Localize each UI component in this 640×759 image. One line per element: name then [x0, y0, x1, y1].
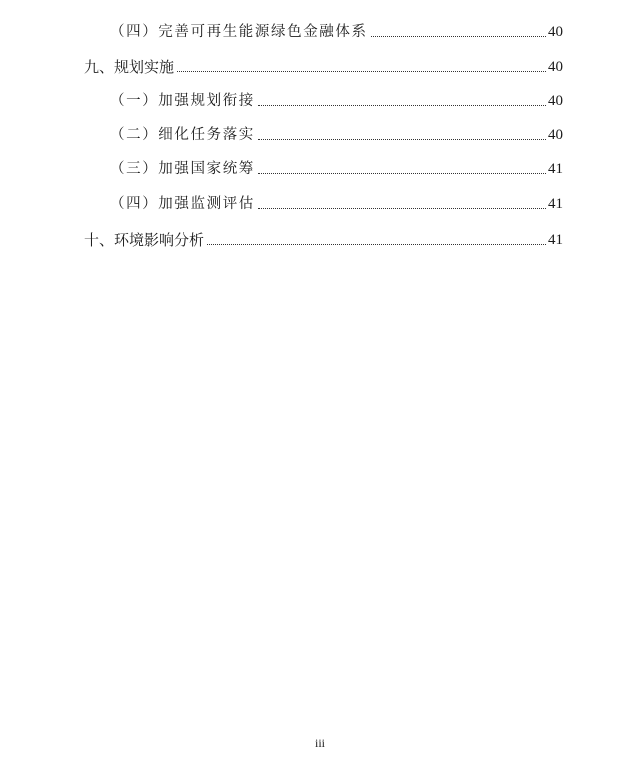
- toc-entry-title: （三）加强国家统筹: [110, 161, 255, 177]
- toc-dot-leader: [207, 244, 546, 245]
- toc-entry-title: （四）加强监测评估: [110, 196, 255, 212]
- toc-entry-plan-implementation[interactable]: [84, 53, 563, 77]
- toc-entry-page: 40: [548, 59, 563, 75]
- toc-entry-title: 九、规划实施: [84, 58, 175, 76]
- page-number: iii: [314, 736, 325, 750]
- toc-entry-green-finance[interactable]: [110, 18, 563, 42]
- toc-entry-page: 41: [548, 232, 563, 248]
- toc-entry-title: （一）加强规划衔接: [110, 93, 255, 109]
- toc-entry-page: 41: [548, 161, 563, 177]
- toc-dot-leader: [371, 36, 546, 37]
- toc-dot-leader: [258, 208, 546, 209]
- toc-dot-leader: [258, 173, 546, 174]
- toc-entry-plan-coordination[interactable]: [110, 87, 563, 111]
- toc-dot-leader: [258, 105, 546, 106]
- toc-entry-task-implementation[interactable]: [110, 121, 563, 145]
- toc-entry-page: 40: [548, 127, 563, 143]
- toc-dot-leader: [177, 71, 546, 72]
- toc-entry-title: 十、环境影响分析: [84, 231, 205, 249]
- toc-dot-leader: [258, 139, 546, 140]
- toc-entry-page: 40: [548, 24, 563, 40]
- toc-entry-title: （二）细化任务落实: [110, 127, 255, 143]
- toc-entry-monitoring-evaluation[interactable]: [110, 190, 563, 214]
- toc-entry-page: 40: [548, 93, 563, 109]
- toc-entry-environmental-impact[interactable]: [84, 226, 563, 250]
- toc-entry-national-coordination[interactable]: [110, 155, 563, 179]
- toc-entry-page: 41: [548, 196, 563, 212]
- toc-entry-title: （四）完善可再生能源绿色金融体系: [110, 24, 368, 40]
